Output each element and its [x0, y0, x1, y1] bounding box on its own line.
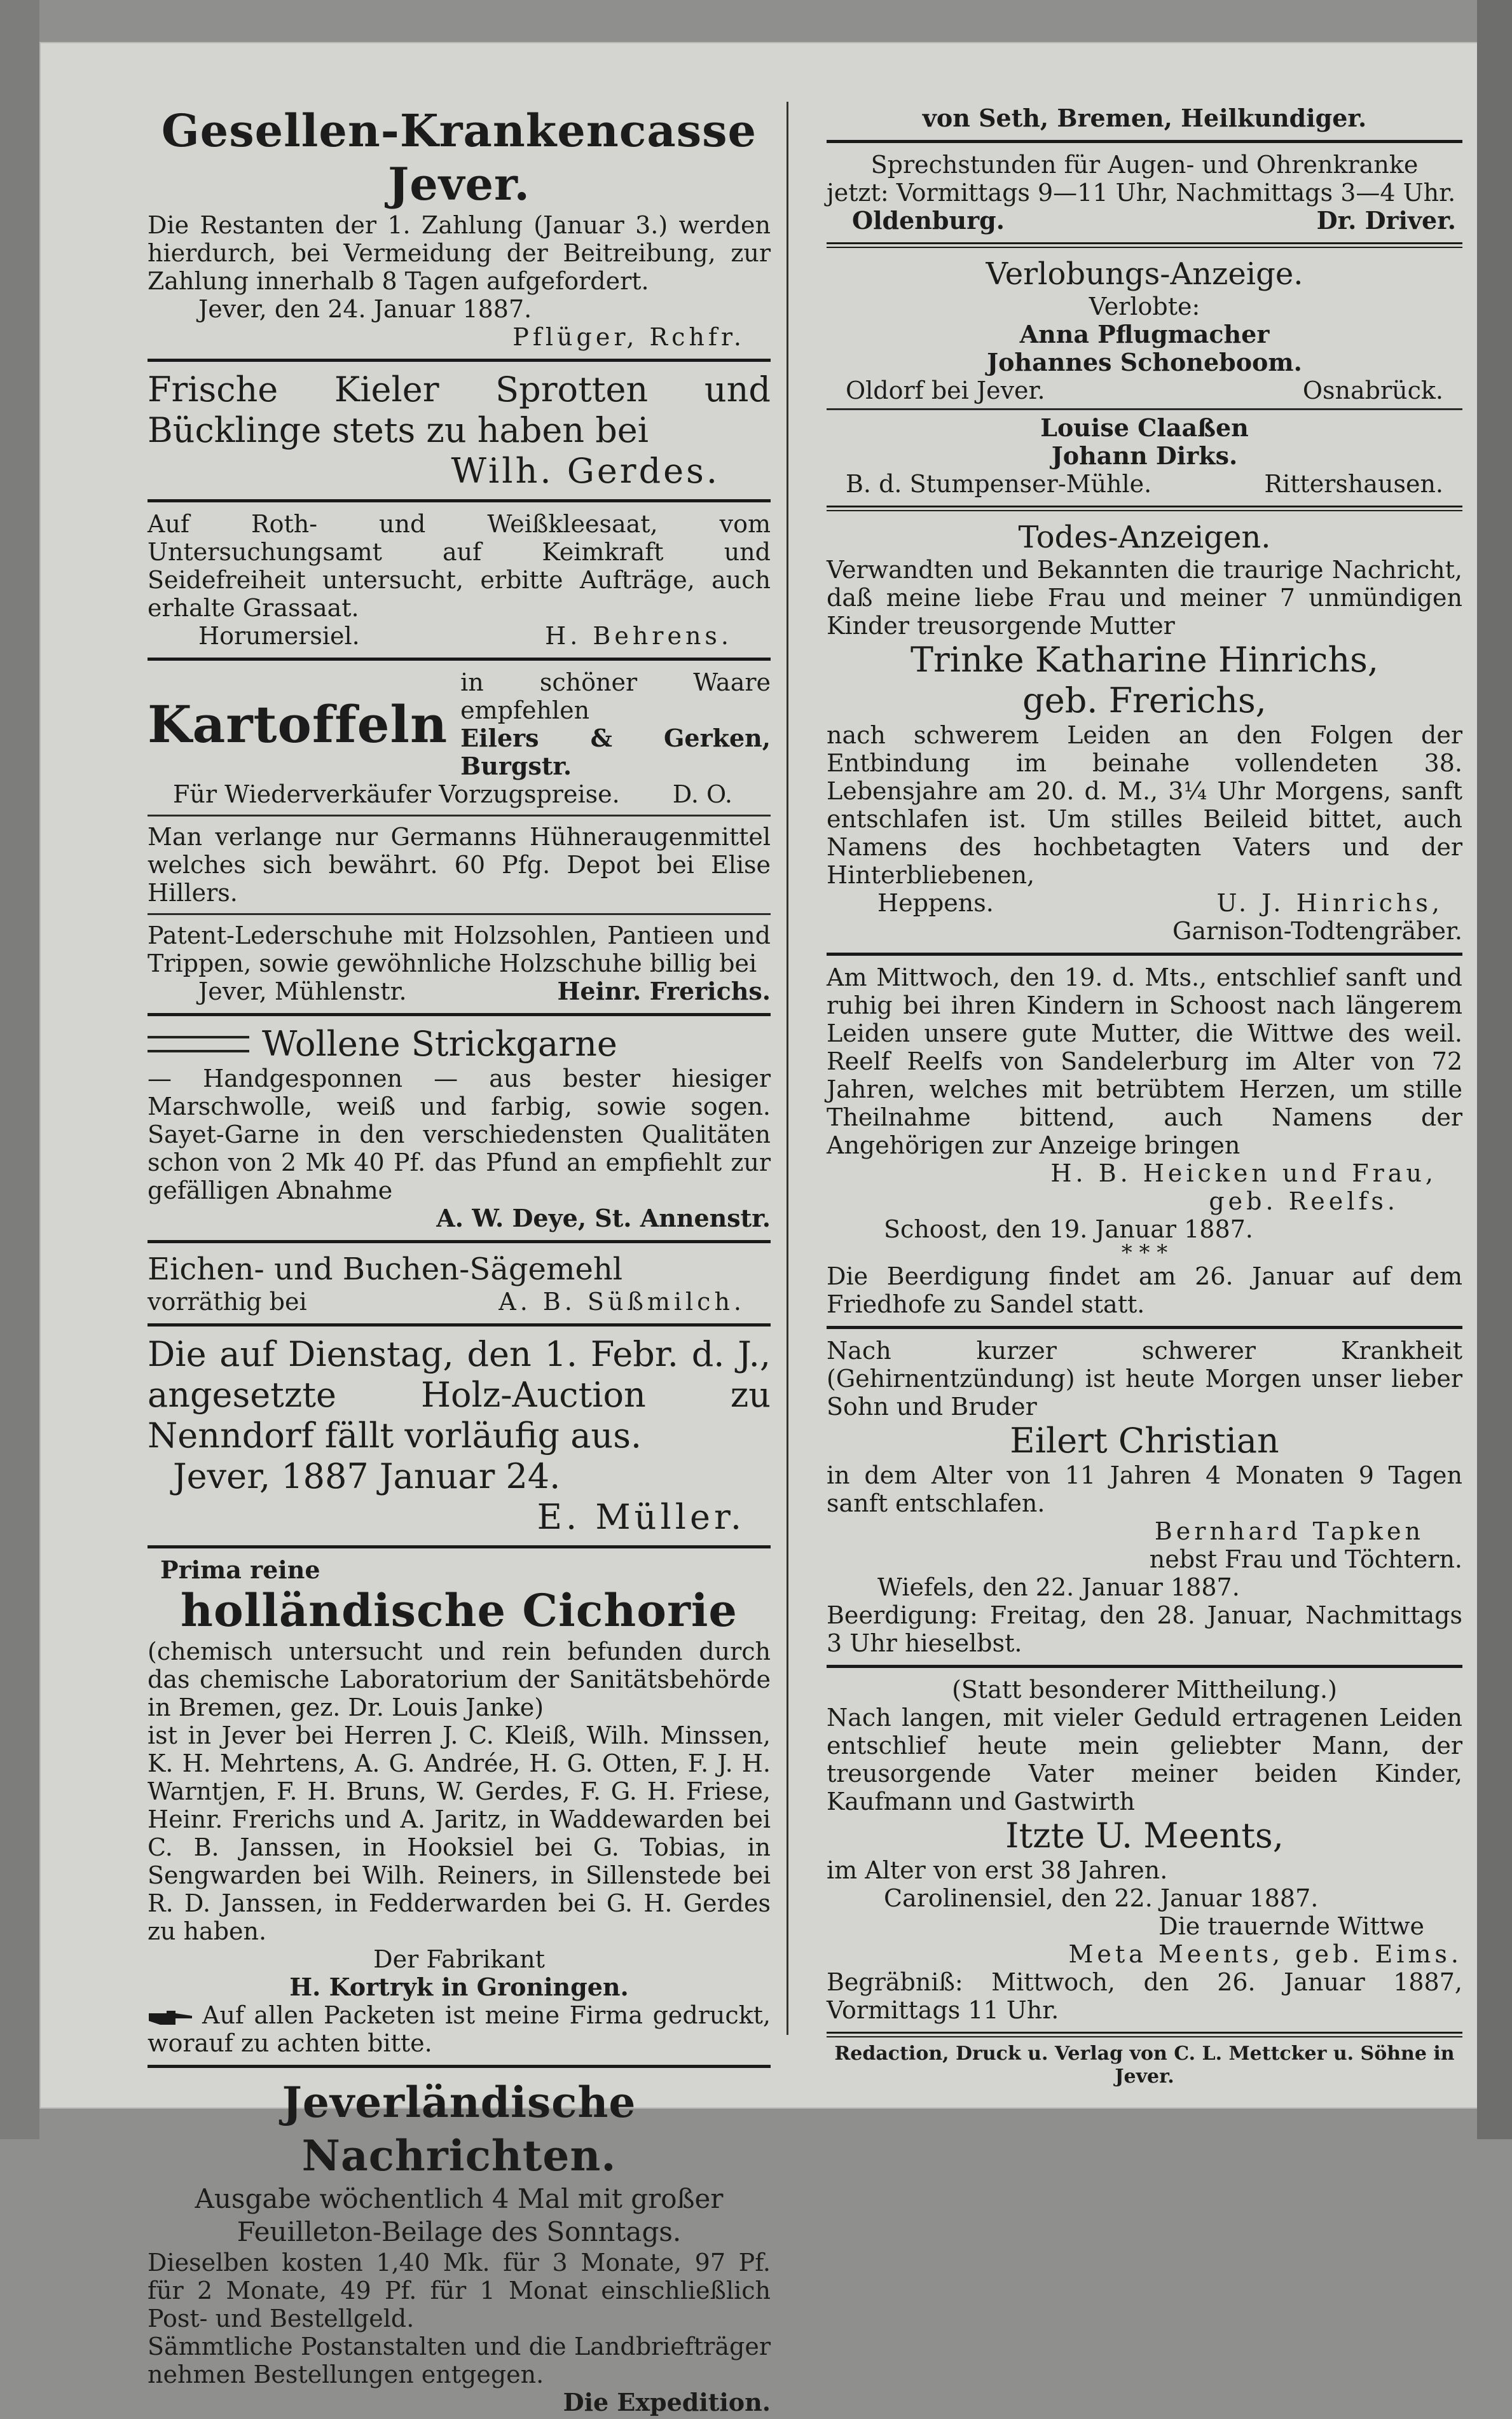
ad-date: Jever, den 24. Januar 1887.: [198, 295, 532, 323]
ad-title: Kartoffeln: [148, 694, 448, 754]
ad-signer: Bernhard Tapken: [1154, 1517, 1424, 1545]
ad-signer2: nebst Frau und Töchtern.: [1149, 1545, 1462, 1573]
ad-jeverlaendische: [148, 2073, 771, 2419]
ad-line: Für Wiederverkäufer Vorzugspreise.: [173, 780, 620, 808]
ad-pre: Prima reine: [160, 1555, 320, 1584]
ad-text: Auf Roth- und Weißkleesaat, vom Untersuchungsamt auf Keimkraft und Seidefreiheit untersucht, erbitte Aufträge, auch erhalte Grassaat.: [148, 510, 771, 622]
ad-saegemehl: [148, 1248, 771, 1318]
ad-strickgarne: [148, 1021, 771, 1235]
ad-signer: A. B. Süßmilch.: [498, 1288, 745, 1316]
ad-von-seth: [827, 102, 1462, 135]
ad-sub: Ausgabe wöchentlich 4 Mal mit großer Feuilleton-Beilage des Sonntags.: [195, 2183, 724, 2247]
ad-body: Die Restanten der 1. Zahlung (Januar 3.) werden hierdurch, bei Vermeidung der Beitreibung, zur Zahlung innerhalb 8 Tagen aufgefordert.: [148, 211, 771, 295]
ad-name4: Johann Dirks.: [1051, 441, 1238, 470]
rule: [827, 140, 1462, 143]
ad-date: Carolinensiel, den 22. Januar 1887.: [884, 1884, 1319, 1912]
ad-text: Man verlange nur Germanns Hühneraugenmittel welches sich bewährt. 60 Pfg. Depot bei Elise Hillers.: [148, 823, 771, 907]
ad-signer: H. Kortryk in Groningen.: [289, 1973, 629, 2001]
ad-name3: Louise Claaßen: [1040, 413, 1249, 442]
ad-age: im Alter von erst 38 Jahren.: [827, 1856, 1168, 1884]
ad-place4: Rittershausen.: [1264, 470, 1443, 498]
ad-burial: Die Beerdigung findet am 26. Januar auf dem Friedhofe zu Sandel statt.: [827, 1262, 1462, 1318]
ad-role: Die trauernde Wittwe: [1158, 1912, 1424, 1940]
ad-signer: Meta Meents, geb. Eims.: [1068, 1940, 1462, 1968]
ad-body2: nach schwerem Leiden an den Folgen der Entbindung im beinahe vollendeten 38. Lebensjahre am 20. d. M., 3¼ Uhr Morgens, sanft entschlafen ist. Um stilles Beileid bittet, auch Namens des hochbetagten Vaters und der Hinterbliebenen,: [827, 721, 1462, 889]
ad-sprechstunden: [827, 148, 1462, 237]
ad-place: Oldenburg.: [852, 206, 1005, 235]
ad-date: Schoost, den 19. Januar 1887.: [884, 1215, 1253, 1243]
ornament-lines: [148, 1036, 249, 1052]
ad-note: Auf allen Packeten ist meine Firma gedruckt, worauf zu achten bitte.: [148, 2001, 771, 2057]
rule: [148, 2065, 771, 2068]
ad-place: Heppens.: [877, 889, 994, 917]
rule: [148, 1323, 771, 1327]
ad-lederschuhe: [148, 919, 771, 1008]
ad-left: vorräthig bei: [148, 1288, 307, 1316]
ad-line2: jetzt: Vormittags 9—11 Uhr, Nachmittags 3—4 Uhr.: [827, 179, 1456, 207]
rule: [827, 2032, 1462, 2037]
rule: [148, 499, 771, 502]
ad-date: Jever, 1887 Januar 24.: [173, 1456, 561, 1496]
rule: [148, 913, 771, 915]
ad-place1: Oldorf bei Jever.: [846, 376, 1045, 404]
rule: [148, 1013, 771, 1016]
ad-title: holländische Cichorie: [181, 1584, 738, 1637]
rule: [827, 408, 1462, 410]
ad-sprotten: [148, 367, 771, 494]
ad-nee: geb. Reelfs.: [1209, 1187, 1399, 1215]
ad-line1: Sprechstunden für Augen- und Ohrenkranke: [870, 151, 1419, 179]
ad-name: Eilert Christian: [1010, 1421, 1279, 1461]
ad-name1: Anna Pflugmacher: [1019, 320, 1270, 348]
ad-firm: Eilers & Gerken, Burgstr.: [460, 724, 771, 780]
ad-body: Nach langen, mit vieler Geduld ertragenen Leiden entschlief heute mein geliebter Mann, der treusorgende Vater meiner beiden Kinder, Kaufmann und Gastwirth: [827, 1704, 1462, 1816]
ad-title: Jeverländische Nachrichten.: [282, 2078, 636, 2181]
ad-signer: Die Expedition.: [563, 2388, 771, 2416]
ad-burial: Beerdigung: Freitag, den 28. Januar, Nachmittags 3 Uhr hieselbst.: [827, 1601, 1462, 1657]
ad-todes-meents: [827, 1673, 1462, 2027]
ad-body: Dieselben kosten 1,40 Mk. für 3 Monate, 97 Pf. für 2 Monate, 49 Pf. für 1 Monat einschließlich Post- und Bestellgeld.: [148, 2249, 771, 2333]
ad-signer: U. J. Hinrichs,: [1216, 889, 1443, 917]
ad-text: Patent-Lederschuhe mit Holzsohlen, Pantieen und Trippen, sowie gewöhnliche Holzschuhe billig bei: [148, 921, 771, 977]
ad-role: Garnison-Todtengräber.: [1172, 917, 1462, 945]
rule: [148, 815, 771, 817]
ad-pre: (Statt besonderer Mittheilung.): [952, 1676, 1337, 1704]
ad-todes-reelfs: [827, 961, 1462, 1321]
scan-binding-edge: [0, 0, 39, 2139]
ad-verlobung: [827, 253, 1462, 500]
ad-title: Wollene Strickgarne: [262, 1024, 617, 1064]
rule: [827, 1326, 1462, 1329]
ad-place2: Osnabrück.: [1302, 376, 1443, 404]
ad-body: Die auf Dienstag, den 1. Febr. d. J., angesetzte Holz-Auction zu Nenndorf fällt vorläufig aus.: [148, 1334, 771, 1456]
ad-krankencasse: [148, 102, 771, 354]
ad-signer: Dr. Driver.: [1316, 206, 1456, 235]
ad-body: Nach kurzer schwerer Krankheit (Gehirnentzündung) ist heute Morgen unser lieber Sohn und Bruder: [827, 1337, 1462, 1421]
rule: [827, 242, 1462, 248]
rule: [148, 359, 771, 362]
right-column: [827, 102, 1462, 2088]
rule: [827, 506, 1462, 511]
rule: [827, 1665, 1462, 1668]
ad-cichorie: [148, 1554, 771, 2060]
rule: [148, 1545, 771, 1548]
ad-sig: D. O.: [672, 780, 732, 808]
ad-kartoffeln: [148, 666, 771, 811]
ad-name2: Johannes Schoneboom.: [987, 348, 1302, 376]
ad-signer: E. Müller.: [537, 1497, 745, 1537]
ad-title: Gesellen-Krankencasse Jever.: [161, 104, 757, 210]
ad-text: von Seth, Bremen, Heilkundiger.: [922, 104, 1367, 132]
ad-huehneraugen: [148, 820, 771, 909]
ad-burial: Begräbniß: Mittwoch, den 26. Januar 1887, Vormittags 11 Uhr.: [827, 1968, 1462, 2024]
ad-title: Verlobungs-Anzeige.: [986, 256, 1303, 292]
ad-place: Horumersiel.: [198, 622, 360, 650]
ad-signer: H. B. Heicken und Frau,: [1050, 1159, 1437, 1187]
rule: [148, 1240, 771, 1243]
ad-nee: geb. Frerichs,: [1022, 680, 1267, 720]
ad-place: Jever, Mühlenstr.: [198, 977, 407, 1005]
imprint: Redaction, Druck u. Verlag von C. L. Mettcker u. Söhne in Jever.: [834, 2043, 1455, 2088]
asterisks: * * *: [1121, 1240, 1168, 1265]
ad-name: Trinke Katharine Hinrichs,: [910, 640, 1379, 680]
ad-title: Eichen- und Buchen-Sägemehl: [148, 1251, 623, 1287]
ad-body: ist in Jever bei Herren J. C. Kleiß, Wilh. Minssen, K. H. Mehrtens, A. G. Andrée, H. G. Otten, F. J. H. Warntjen, F. H. Bruns, W. Gerdes, F. G. H. Friese, Heinr. Frerichs und A. Jaritz, in Waddewarden bei C. B. Janssen, in Hooksiel bei G. Tobias, in Sengwarden bei Wilh. Reiners, in Sillenstede bei R. D. Janssen, in Fedderwarden bei G. H. Gerdes zu haben.: [148, 1721, 771, 1945]
ad-todes-tapken: [827, 1334, 1462, 1660]
ad-place3: B. d. Stumpenser-Mühle.: [846, 470, 1152, 498]
pointing-hand-icon: [148, 2008, 193, 2027]
ad-todes-hinrichs: [827, 516, 1462, 948]
rule: [827, 953, 1462, 956]
ad-signer: H. Behrens.: [545, 622, 732, 650]
ad-title: Todes-Anzeigen.: [1018, 520, 1271, 555]
ad-role: Der Fabrikant: [373, 1945, 545, 1973]
ad-signer: Pflüger, Rchfr.: [512, 323, 745, 351]
ad-body2: in dem Alter von 11 Jahren 4 Monaten 9 Tagen sanft entschlafen.: [827, 1461, 1462, 1517]
column-divider: [787, 102, 788, 2035]
ad-body2: Sämmtliche Postanstalten und die Landbriefträger nehmen Bestellungen entgegen.: [148, 2333, 771, 2388]
scan-right-edge: [1477, 0, 1512, 2139]
left-column: [148, 102, 771, 2419]
rule: [148, 658, 771, 661]
ad-label: Verlobte:: [1089, 293, 1200, 320]
ad-body: Am Mittwoch, den 19. d. Mts., entschlief sanft und ruhig bei ihren Kindern in Schoost nach längerem Leiden unsere gute Mutter, die Wittwe des weil. Reelf Reelfs von Sandelerburg im Alter von 72 Jahren, welches mit betrübtem Herzen, um stille Theilnahme bittend, auch Namens der Angehörigen zur Anzeige bringen: [827, 963, 1462, 1159]
ad-text: Frische Kieler Sprotten und Bücklinge stets zu haben bei: [148, 369, 771, 450]
ad-date: Wiefels, den 22. Januar 1887.: [877, 1573, 1240, 1601]
ad-signer: Heinr. Frerichs.: [557, 977, 771, 1005]
ad-body1: Verwandten und Bekannten die traurige Nachricht, daß meine liebe Frau und meiner 7 unmündigen Kinder treusorgende Mutter: [827, 556, 1462, 640]
ad-name: Itzte U. Meents,: [1005, 1816, 1284, 1856]
ad-body: — Handgesponnen — aus bester hiesiger Marschwolle, weiß und farbig, sowie sogen. Sayet-Garne in den verschiedensten Qualitäten schon von 2 Mk 40 Pf. das Pfund an empfiehlt zur gefälligen Abnahme: [148, 1065, 771, 1204]
ad-signer: A. W. Deye, St. Annenstr.: [436, 1204, 771, 1232]
ad-text: in schöner Waare empfehlen: [460, 668, 771, 724]
ad-paren: (chemisch untersucht und rein befunden durch das chemische Laboratorium der Sanitätsbehörde in Bremen, gez. Dr. Louis Janke): [148, 1637, 771, 1721]
ad-signer: Wilh. Gerdes.: [451, 451, 720, 491]
ad-holzauction: [148, 1332, 771, 1540]
ad-kleesaat: [148, 507, 771, 652]
